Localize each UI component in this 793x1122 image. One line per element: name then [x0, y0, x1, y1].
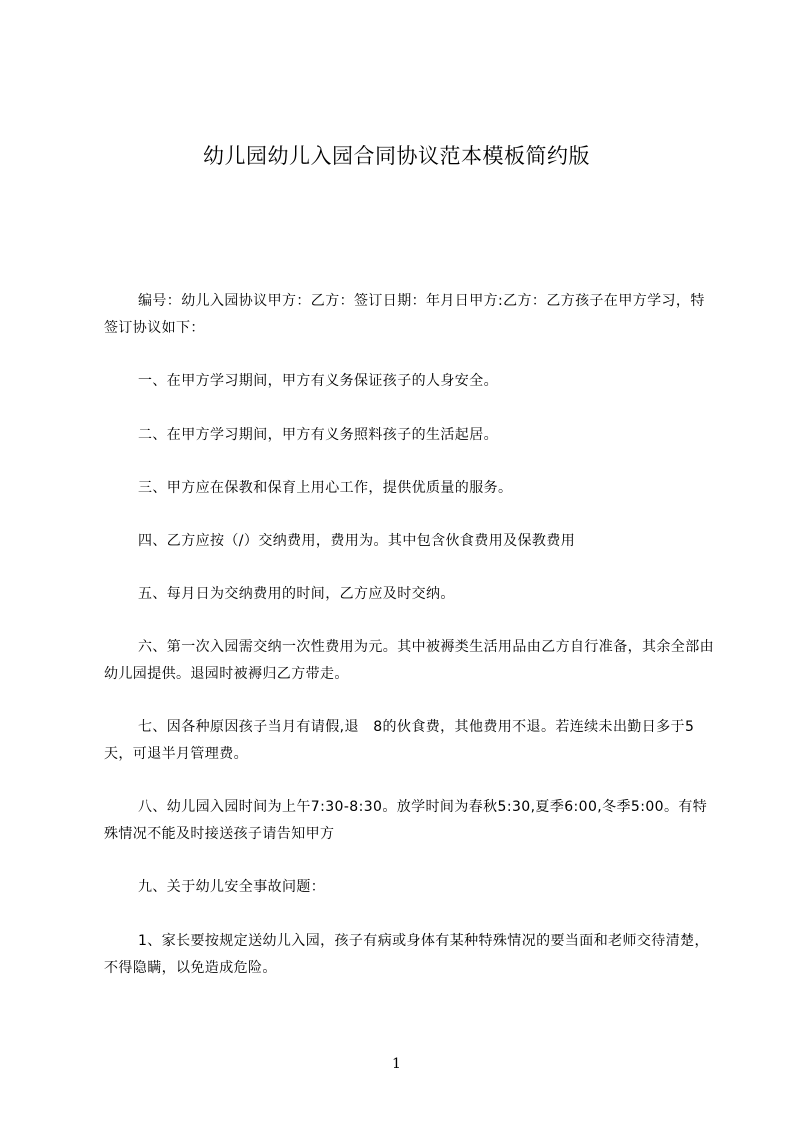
document-title: 幼儿园幼儿入园合同协议范本模板简约版	[203, 144, 590, 168]
paragraph-clause-2: 二、在甲方学习期间，甲方有义务照料孩子的生活起居。	[138, 427, 498, 443]
page-number: 1	[392, 1056, 401, 1072]
paragraph-clause-9-1: 1、家长要按规定送幼儿入园，孩子有病或身体有某种特殊情况的要当面和老师交待清楚，不得隐瞒，以免造成危险。	[104, 933, 709, 976]
paragraph-clause-4: 四、乙方应按（/）交纳费用，费用为。其中包含伙食费用及保教费用	[138, 533, 576, 549]
paragraph-intro: 编号：幼儿入园协议甲方：乙方：签订日期：年月日甲方:乙方：乙方孩子在甲方学习，特签订协议如下：	[104, 293, 705, 336]
paragraph-clause-1: 一、在甲方学习期间，甲方有义务保证孩子的人身安全。	[138, 373, 498, 389]
paragraph-clause-9: 九、关于幼儿安全事故问题：	[138, 879, 326, 895]
paragraph-clause-6: 六、第一次入园需交纳一次性费用为元。其中被褥类生活用品由乙方自行准备，其余全部由幼儿园提供。退园时被褥归乙方带走。	[104, 639, 714, 682]
paragraph-clause-8: 八、幼儿园入园时间为上午7:30-8:30。放学时间为春秋5:30,夏季6:00,冬季5:00。有特殊情况不能及时接送孩子请告知甲方	[104, 799, 708, 842]
paragraph-clause-5: 五、每月日为交纳费用的时间，乙方应及时交纳。	[138, 586, 455, 602]
paragraph-clause-7: 七、因各种原因孩子当月有请假,退 8的伙食费，其他费用不退。若连续未出勤日多于5天，可退半月管理费。	[104, 719, 695, 762]
paragraph-clause-3: 三、甲方应在保教和保育上用心工作，提供优质量的服务。	[138, 480, 513, 496]
